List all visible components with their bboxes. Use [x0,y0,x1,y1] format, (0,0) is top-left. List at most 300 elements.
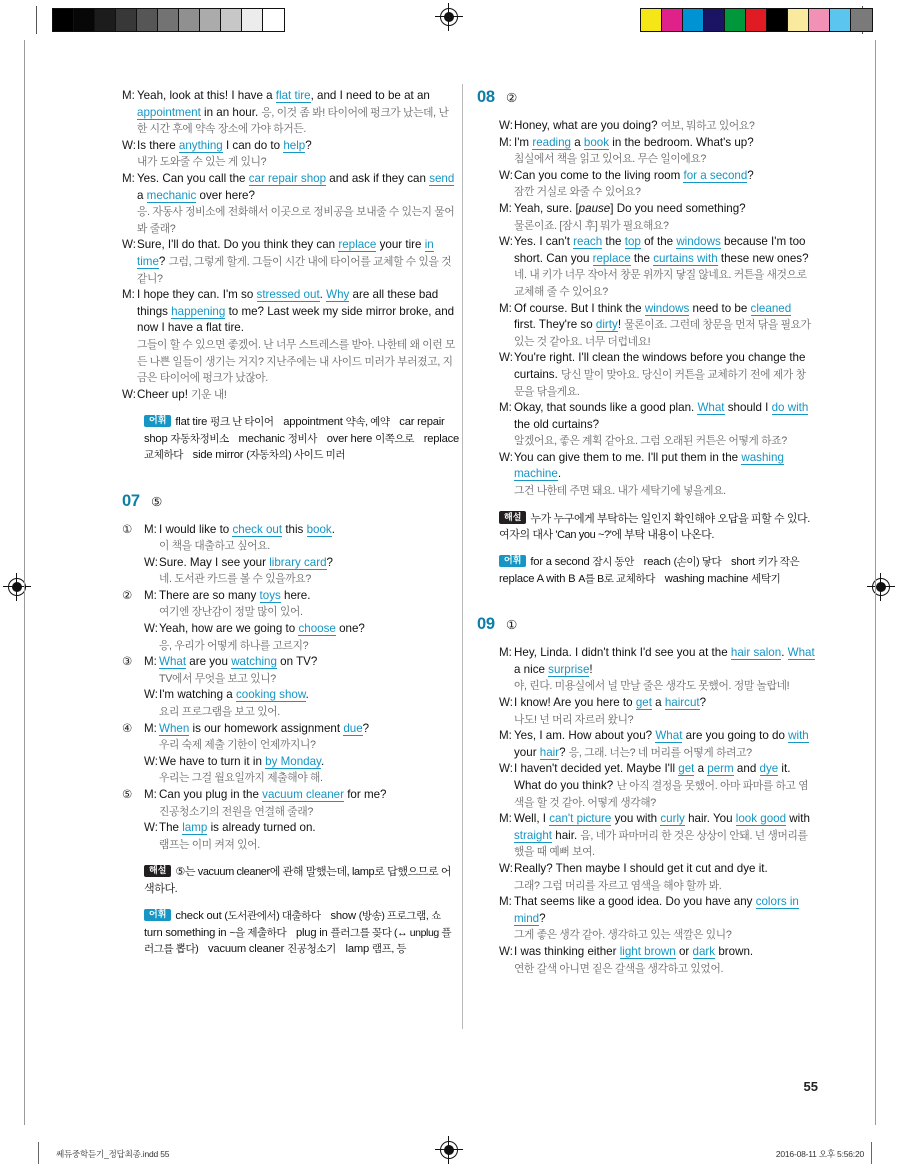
line-body [514,878,815,895]
speaker-label: W: [499,235,513,249]
speaker-label [499,712,514,729]
keyword: dye [759,762,779,776]
korean-translation: 네. 도서관 카드를 볼 수 있을까요? [159,573,311,586]
dialogue-text: I know! Are you here to [514,696,636,710]
dialogue-line [477,201,815,218]
vocab-gloss: 교체하다 [144,449,193,462]
line-body [514,301,815,351]
line-body [514,712,815,729]
speaker-label [499,218,514,235]
continued-dialogue-06 [122,88,460,403]
keyword: When [159,721,190,735]
speaker-label [499,483,514,500]
line-body [159,837,460,854]
choice-line [122,654,460,671]
vocab-term: turn something in [144,926,230,939]
dialogue-text: Cheer up! [137,387,192,401]
speaker-label [499,678,514,695]
dialogue-text: Honey, what are you doing? [514,119,661,132]
dialogue-text: Yes, I am. How about you? [514,729,656,743]
color-patch-9 [830,9,851,31]
vocab-gloss: A를 B로 교체하다 [578,572,665,585]
line-body [514,811,815,861]
dialogue-line [477,450,815,483]
speaker-label [122,204,137,237]
speaker-label: W: [499,944,513,958]
dialogue-text: Is there [137,138,179,152]
dialogue-line [477,861,815,878]
speaker-label: W: [122,238,136,252]
vocab-body [499,556,809,584]
keyword: replace [338,238,377,252]
line-body [159,621,460,638]
problem-08-number: 08 [477,88,495,106]
dialogue-text: in an hour. [200,105,262,119]
dialogue-line [477,878,815,895]
choice-line [122,820,460,837]
vocab-note-06 [122,414,460,463]
line-body [514,927,815,944]
choice-line [122,522,460,539]
speaker-label: M: [144,788,157,801]
dialogue-line [477,135,815,152]
keyword: What [655,729,683,743]
speaker-label [144,638,159,655]
print-footer [0,1146,900,1166]
dialogue-text: the [630,251,654,265]
speaker-label: M: [122,288,135,302]
dialogue-text: I'm watching a [159,688,236,702]
dialogue-text: ! [617,318,625,332]
dialogue-text: the old curtains? [514,417,600,431]
dialogue-text: Yeah, how are we going to [159,622,299,636]
footer-rule-right [871,1142,872,1164]
dialogue-text: this [282,522,307,536]
choice-number-spacer [122,687,144,704]
footer-filename: 쎄듀중학듣기_정답최종.indd 55 [56,1149,170,1159]
speaker-label: M: [499,401,512,415]
dialogue-line [477,761,815,811]
dialogue-line [122,337,460,387]
keyword: surprise [548,662,590,676]
dialogue-text: I'm [514,135,533,149]
speaker-label [122,154,137,171]
keyword: toys [259,588,281,602]
gray-patch-3 [116,9,137,31]
dialogue-text: Okay, that sounds like a good plan. [514,401,698,415]
vocab-gloss: 정비사 [287,432,327,445]
line-body [159,704,460,721]
dialogue-text: it. What do you think? [514,762,791,793]
korean-translation: 이 책을 대출하고 싶어요. [159,540,270,553]
speaker-label: M: [122,89,135,102]
dialogue-line [477,927,815,944]
dialogue-text: ? [699,696,707,710]
left-column [122,88,460,968]
dialogue-text: I can do to [222,138,284,152]
color-patch-7 [788,9,809,31]
choice-number: ③ [122,656,133,669]
korean-translation: 우리는 그걸 월요일까지 제출해야 해. [159,772,323,785]
choice-number: ⑤ [122,789,133,801]
dialogue-text: and [733,762,760,776]
speaker-label [144,671,159,688]
keyword: Why [326,288,350,302]
vocab-term: for a second [530,556,593,569]
dialogue-text: , and I need to be at an [310,89,430,102]
keyword: What [787,646,815,660]
problem-08-answer: ② [506,91,518,105]
gray-patch-0 [53,9,74,31]
dialogue-line [122,138,460,155]
dialogue-line [477,218,815,235]
dialogue-text: with [786,812,810,826]
line-body [159,770,460,787]
line-body [514,234,815,300]
keyword: curtains with [653,251,718,265]
dialogue-text: brown. [715,944,754,958]
choice-number-spacer [122,621,144,638]
korean-translation: 응. 자동사 정비소에 전화해서 이곳으로 정비공을 보내줄 수 있는지 물어봐 줄래? [137,206,455,235]
dialogue-text: Can you plug in the [159,788,263,801]
speaker-label [144,704,159,721]
speaker-label: M: [144,655,157,669]
dialogue-text: over here? [196,188,255,202]
gray-patch-7 [200,9,221,31]
gray-patch-2 [95,9,116,31]
dialogue-text: Hey, Linda. I didn't think I'd see you at the [514,646,731,660]
korean-translation: 우리 숙제 제출 기한이 언제까지니? [159,739,316,752]
color-patch-4 [725,9,746,31]
dialogue-text: There are so many [159,588,260,602]
dialogue-text: is our homework assignment [189,721,344,735]
keyword: appointment [137,105,201,119]
keyword: perm [707,762,734,776]
keyword: due [343,721,363,735]
vocab-gloss: 잠시 동안 [592,556,644,569]
dialogue-line [477,184,815,201]
vocab-term: lamp [345,943,372,955]
choice-line [122,754,460,771]
keyword: send [429,171,455,185]
keyword: get [635,696,652,710]
vocab-term: side mirror [192,449,247,462]
vocab-gloss: 자동차정비소 [170,432,239,445]
dialogue-line [477,234,815,300]
speaker-label: W: [144,555,158,569]
vocab-term: car repair shop [144,416,445,445]
dialogue-line [477,728,815,761]
dialogue-text: are all these bad things [137,288,439,318]
choice-number-spacer [122,837,144,854]
choice-number-spacer [122,555,144,572]
problem-07-vocab [122,908,460,957]
column-divider [462,84,463,1029]
keyword: can't picture [549,812,612,826]
choice-line [122,804,460,821]
dialogue-text: your tire [376,238,425,252]
korean-translation: 여보, 뭐하고 있어요? [660,120,755,132]
korean-translation: 그래? 그럼 머리를 자르고 염색을 해야 할까 봐. [514,879,722,892]
problem-08-header [477,88,815,107]
choice-line [122,770,460,787]
korean-translation: 그들이 할 수 있으면 좋겠어. 난 너무 스트레스를 받아. 나한테 왜 이런 모든 나쁜 일들이 생기는 거지? 지난주에는 내 사이드 미러가 부러졌고, 지금은 타이어에 펑크가 났잖아. [137,338,456,385]
speaker-label [499,433,514,450]
choice-number-spacer [122,704,144,721]
line-body [514,184,815,201]
choice-line [122,787,460,804]
choice-number: ① [122,523,133,536]
speaker-label: W: [144,622,158,636]
color-patch-8 [809,9,830,31]
vocab-body [144,416,459,461]
line-body [137,171,460,204]
line-body [514,695,815,712]
vocab-gloss: 펑크 난 타이어 [210,416,284,429]
line-body [514,894,815,927]
korean-translation: 물론이죠. [잠시 후] 뭐가 필요해요? [514,219,669,232]
line-body [514,433,815,450]
stage-direction: pause [578,201,611,215]
footer-rule-left [38,1142,39,1164]
keyword: straight [514,828,553,842]
speaker-label: W: [499,862,513,875]
dialogue-text: Well, I [514,812,550,826]
keyword: choose [298,622,336,636]
line-body [159,787,460,804]
gray-patch-6 [179,9,200,31]
speaker-label: M: [499,201,512,215]
vocab-gloss: (손이) 닿다 [673,556,731,569]
korean-translation: 그게 좋은 생각 같아. 생각하고 있는 색깔은 있니? [514,929,732,942]
keyword: windows [644,301,690,315]
korean-translation: 응, 이것 좀 봐! 타이어에 펑크가 났는데, 난 한 시간 후에 약속 장소에 가야 하거든. [137,106,449,136]
speaker-label: W: [122,138,136,152]
dialogue-text: because I'm too short. Can you [514,235,806,265]
line-body [137,204,460,237]
korean-translation: 침실에서 책을 읽고 있어요. 무슨 일이에요? [514,153,707,166]
line-body [514,168,815,185]
line-body [514,761,815,811]
line-body [137,337,460,387]
speaker-label: M: [144,588,157,602]
speaker-label: W: [122,387,136,401]
dialogue-text: I was thinking either [514,944,620,958]
dialogue-text: ? [747,168,754,182]
vocab-gloss: 세탁기 [751,572,781,585]
korean-translation: 알겠어요, 좋은 계획 같아요. 그럼 오래된 커튼은 어떻게 하죠? [514,435,787,448]
speaker-label: M: [122,171,135,185]
dialogue-line [477,645,815,678]
choice-number: ④ [122,722,133,735]
speaker-label: M: [499,301,512,315]
page-number: 55 [803,1079,818,1094]
choice-number-spacer [122,820,144,837]
choice-number-spacer [122,571,144,588]
vocab-badge: 어휘 [144,909,171,922]
explanation-badge: 해설 [144,865,171,878]
dialogue-text: Can you come to the living room [514,168,684,182]
speaker-label: M: [499,729,512,743]
keyword: flat tire [275,89,311,102]
dialogue-line [122,387,460,404]
dialogue-text: ? [362,721,370,735]
dialogue-line [477,695,815,712]
explanation-text: ⑤는 vacuum cleaner에 관해 말했는데, lamp로 답했으므로 어색하다. [144,866,452,895]
color-patch-3 [704,9,725,31]
keyword: book [306,522,332,536]
dialogue-line [477,811,815,861]
keyword: washing machine [514,450,784,481]
dialogue-text: and ask if they can [326,171,430,185]
vocab-gloss: 이쪽으로 [375,432,424,445]
keyword: replace [592,251,631,265]
dialogue-text: That seems like a good idea. Do you have any [514,895,756,909]
vocab-term: check out [175,910,225,923]
color-patch-1 [662,9,683,31]
line-body [137,88,460,138]
dialogue-text: ] Do you need something? [610,201,746,215]
speaker-label: W: [499,450,513,464]
gray-patch-8 [221,9,242,31]
problem-07-answer: ⑤ [151,494,163,509]
color-patch-6 [767,9,788,31]
vocab-badge: 어휘 [144,415,171,428]
keyword: reach [573,235,603,249]
dialogue-text: I haven't decided yet. Maybe I'll [514,762,679,776]
line-body [514,118,815,135]
keyword: library card [269,555,327,569]
vocab-gloss: (도서관에서) 대출하다 [224,910,331,923]
keyword: top [624,235,641,249]
dialogue-text: . [319,288,327,302]
problem-09-header [477,615,815,634]
dialogue-text: . [331,522,335,536]
dialogue-text: a [137,188,147,202]
dialogue-text: Really? Then maybe I should get it cut and dye it. [514,862,768,875]
gray-patch-1 [74,9,95,31]
dialogue-line [122,237,460,287]
dialogue-text: Sure. May I see your [159,555,270,569]
line-body [514,400,815,433]
line-body [159,654,460,671]
keyword: do with [771,401,809,415]
line-body [514,201,815,218]
dialogue-text: You're right. I'll clean the windows before you change the curtains. [514,351,806,381]
korean-translation: 네. 내 키가 너무 작아서 창문 위까지 닿질 않네요. 커튼을 새것으로 교체해 줄 수 있어요? [514,269,807,298]
keyword: anything [178,138,223,152]
dialogue-text: ? [539,911,546,925]
dialogue-line [477,118,815,135]
problem-09-answer: ① [506,618,518,633]
dialogue-text: is already turned on. [207,821,316,835]
vocab-gloss: 키가 작은 [757,556,809,569]
korean-translation: 연한 갈색 아니면 짙은 갈색을 생각하고 있었어. [514,962,724,975]
color-patch-10 [851,9,872,31]
keyword: look good [735,812,787,826]
korean-translation: 기운 내! [191,388,227,401]
problem-09-number: 09 [477,615,495,634]
registration-mark-top [440,8,460,28]
dialogue-line [477,944,815,961]
speaker-label [144,571,159,588]
line-body [514,151,815,168]
keyword: What [697,401,725,415]
choice-line [122,571,460,588]
color-calibration-strip [640,8,873,32]
line-body [514,483,815,500]
problem-07-choices [122,522,460,854]
speaker-label: W: [499,168,513,182]
dialogue-text: ? [326,555,333,569]
speaker-label [122,337,137,387]
line-body [137,387,460,404]
line-body [514,135,815,152]
dialogue-line [477,712,815,729]
dialogue-text: you with [611,812,661,826]
vocab-note [477,554,815,587]
dialogue-line [477,151,815,168]
line-body [159,804,460,821]
speaker-label [499,927,514,944]
keyword: watching [231,655,277,669]
keyword: dirty [595,318,618,332]
dialogue-line [477,168,815,185]
dialogue-text: Sure, I'll do that. Do you think they can [137,238,339,252]
dialogue-text: for me? [343,788,387,801]
korean-translation: 여기엔 장난감이 정말 많이 있어. [159,606,303,619]
choice-line [122,621,460,638]
line-body [514,678,815,695]
problem-09-dialogue [477,645,815,977]
choice-line [122,837,460,854]
vocab-gloss: 램프, 등 [371,943,407,955]
dialogue-line [477,961,815,978]
korean-translation: 진공청소기의 전원을 연결해 줄래? [159,805,313,818]
line-body [514,218,815,235]
dialogue-text: Yeah, look at this! I have a [137,89,276,102]
dialogue-line [477,350,815,400]
vocab-term: washing machine [664,572,752,585]
problem-07-header [122,492,460,511]
line-body [159,571,460,588]
line-body [514,944,815,961]
keyword: book [583,135,610,149]
line-body [514,961,815,978]
dialogue-text: Yes. I can't [514,235,574,249]
speaker-label: M: [499,135,512,149]
vocab-term: appointment [283,416,346,429]
korean-translation: 그건 나한테 주면 돼요. 내가 세탁기에 넣을게요. [514,485,726,498]
keyword: hair salon [730,646,782,660]
keyword: for a second [683,168,748,182]
korean-translation: 요리 프로그램을 보고 있어. [159,706,280,719]
dialogue-text: . [781,646,788,660]
choice-number-spacer [122,754,144,771]
vocab-term: short [730,556,758,569]
keyword: car repair shop [248,171,327,185]
vocab-gloss: 진공청소기 [287,943,346,955]
explanation-badge: 해설 [499,511,526,524]
vocab-body [144,910,451,955]
dialogue-text: hair. You [684,812,736,826]
gray-patch-9 [242,9,263,31]
line-body [159,538,460,555]
choice-line [122,555,460,572]
speaker-label [499,878,514,895]
speaker-label: M: [499,895,512,909]
keyword: windows [676,235,721,249]
